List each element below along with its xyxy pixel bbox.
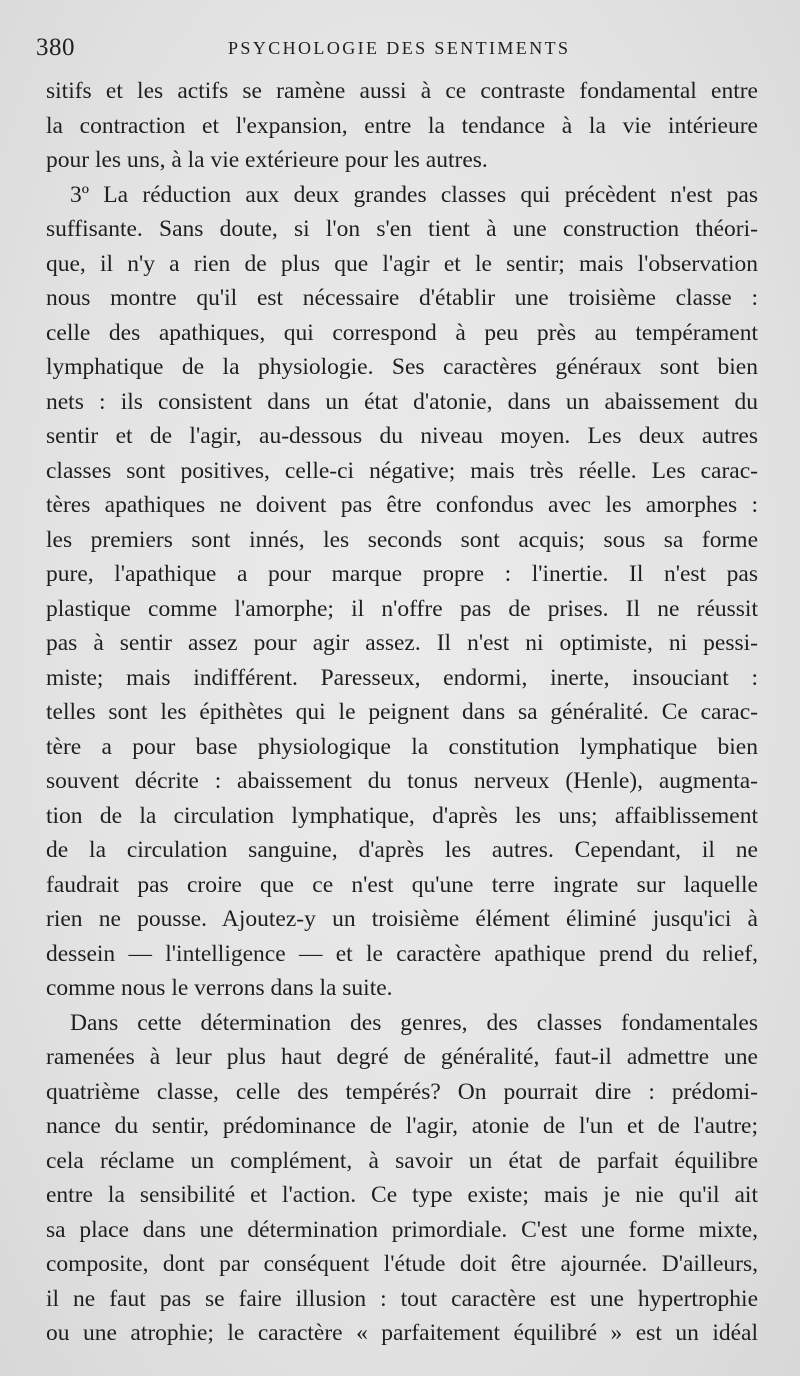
text-line: miste; mais indifférent. Paresseux, endormi, inerte, insouciant : xyxy=(46,664,758,691)
text-line: celle des apathiques, qui correspond à peu près au tempérament xyxy=(46,319,758,346)
text-line: cela réclame un complément, à savoir un état de parfait équilibre xyxy=(46,1147,758,1174)
text-line: de la circulation sanguine, d'après les autres. Cependant, il ne xyxy=(46,837,758,863)
text-line: ou une atrophie; le caractère « parfaitement équilibré » est un idéal xyxy=(46,1320,758,1346)
text-line: tère a pour base physiologique la constitution lymphatique bien xyxy=(46,733,758,760)
paragraph xyxy=(46,178,758,1006)
text-line: composite, dont par conséquent l'étude doit être ajournée. D'ailleurs, xyxy=(46,1251,758,1277)
text-line: nous montre qu'il est nécessaire d'établir une troisième classe : xyxy=(46,285,758,311)
text-line: pas à sentir assez pour agir assez. Il n'est ni optimiste, ni pessi- xyxy=(46,630,758,656)
text-line: 3º La réduction aux deux grandes classes qui précèdent n'est pas xyxy=(70,181,758,208)
text-line: il ne faut pas se faire illusion : tout caractère est une hypertrophie xyxy=(46,1285,758,1312)
text-line: lymphatique de la physiologie. Ses caractères généraux sont bien xyxy=(46,354,758,380)
text-line: entre la sensibilité et l'action. Ce type existe; mais je nie qu'il ait xyxy=(46,1182,758,1208)
text-line: ramenées à leur plus haut degré de généralité, faut-il admettre une xyxy=(46,1044,758,1070)
text-line: pour les uns, à la vie extérieure pour les autres. xyxy=(46,147,488,173)
text-line: nets : ils consistent dans un état d'atonie, dans un abaissement du xyxy=(46,388,758,415)
body-text xyxy=(46,74,758,1351)
text-line: dessein — l'intelligence — et le caractère apathique prend du relief, xyxy=(46,940,758,967)
text-line: sentir et de l'agir, au-dessous du niveau moyen. Les deux autres xyxy=(46,423,758,449)
text-line: les premiers sont innés, les seconds sont acquis; sous sa forme xyxy=(46,526,758,553)
text-line: pure, l'apathique a pour marque propre : l'inertie. Il n'est pas xyxy=(46,561,758,587)
text-line: Dans cette détermination des genres, des classes fondamentales xyxy=(70,1009,758,1036)
text-line: tères apathiques ne doivent pas être confondus avec les amorphes : xyxy=(46,492,758,518)
text-line: nance du sentir, prédominance de l'agir, atonie de l'un et de l'autre; xyxy=(46,1113,758,1139)
text-line: que, il n'y a rien de plus que l'agir et le sentir; mais l'observation xyxy=(46,250,758,277)
text-line: tion de la circulation lymphatique, d'après les uns; affaiblissement xyxy=(46,802,758,829)
paragraph xyxy=(46,1006,758,1351)
text-line: sitifs et les actifs se ramène aussi à ce contraste fondamental entre xyxy=(46,78,758,104)
text-line: classes sont positives, celle-ci négative; mais très réelle. Les carac- xyxy=(46,457,758,484)
text-line: rien ne pousse. Ajoutez-y un troisième élément éliminé jusqu'ici à xyxy=(46,906,758,932)
text-line: faudrait pas croire que ce n'est qu'une terre ingrate sur laquelle xyxy=(46,871,758,898)
text-line: suffisante. Sans doute, si l'on s'en tient à une construction théori- xyxy=(46,216,758,242)
page-number: 380 xyxy=(36,34,75,61)
text-line: telles sont les épithètes qui le peignent dans sa généralité. Ce carac- xyxy=(46,699,758,725)
text-line: la contraction et l'expansion, entre la tendance à la vie intérieure xyxy=(46,112,758,139)
running-head xyxy=(36,34,756,64)
paragraph xyxy=(46,74,758,178)
text-line: sa place dans une détermination primordiale. C'est une forme mixte, xyxy=(46,1216,758,1243)
text-line: souvent décrite : abaissement du tonus nerveux (Henle), augmenta- xyxy=(46,768,758,794)
text-line: quatrième classe, celle des tempérés? On pourrait dire : prédomi- xyxy=(46,1078,758,1105)
running-title: PSYCHOLOGIE DES SENTIMENTS xyxy=(228,38,571,58)
text-line: comme nous le verrons dans la suite. xyxy=(46,975,393,1001)
text-line: plastique comme l'amorphe; il n'offre pas de prises. Il ne réussit xyxy=(46,595,758,622)
